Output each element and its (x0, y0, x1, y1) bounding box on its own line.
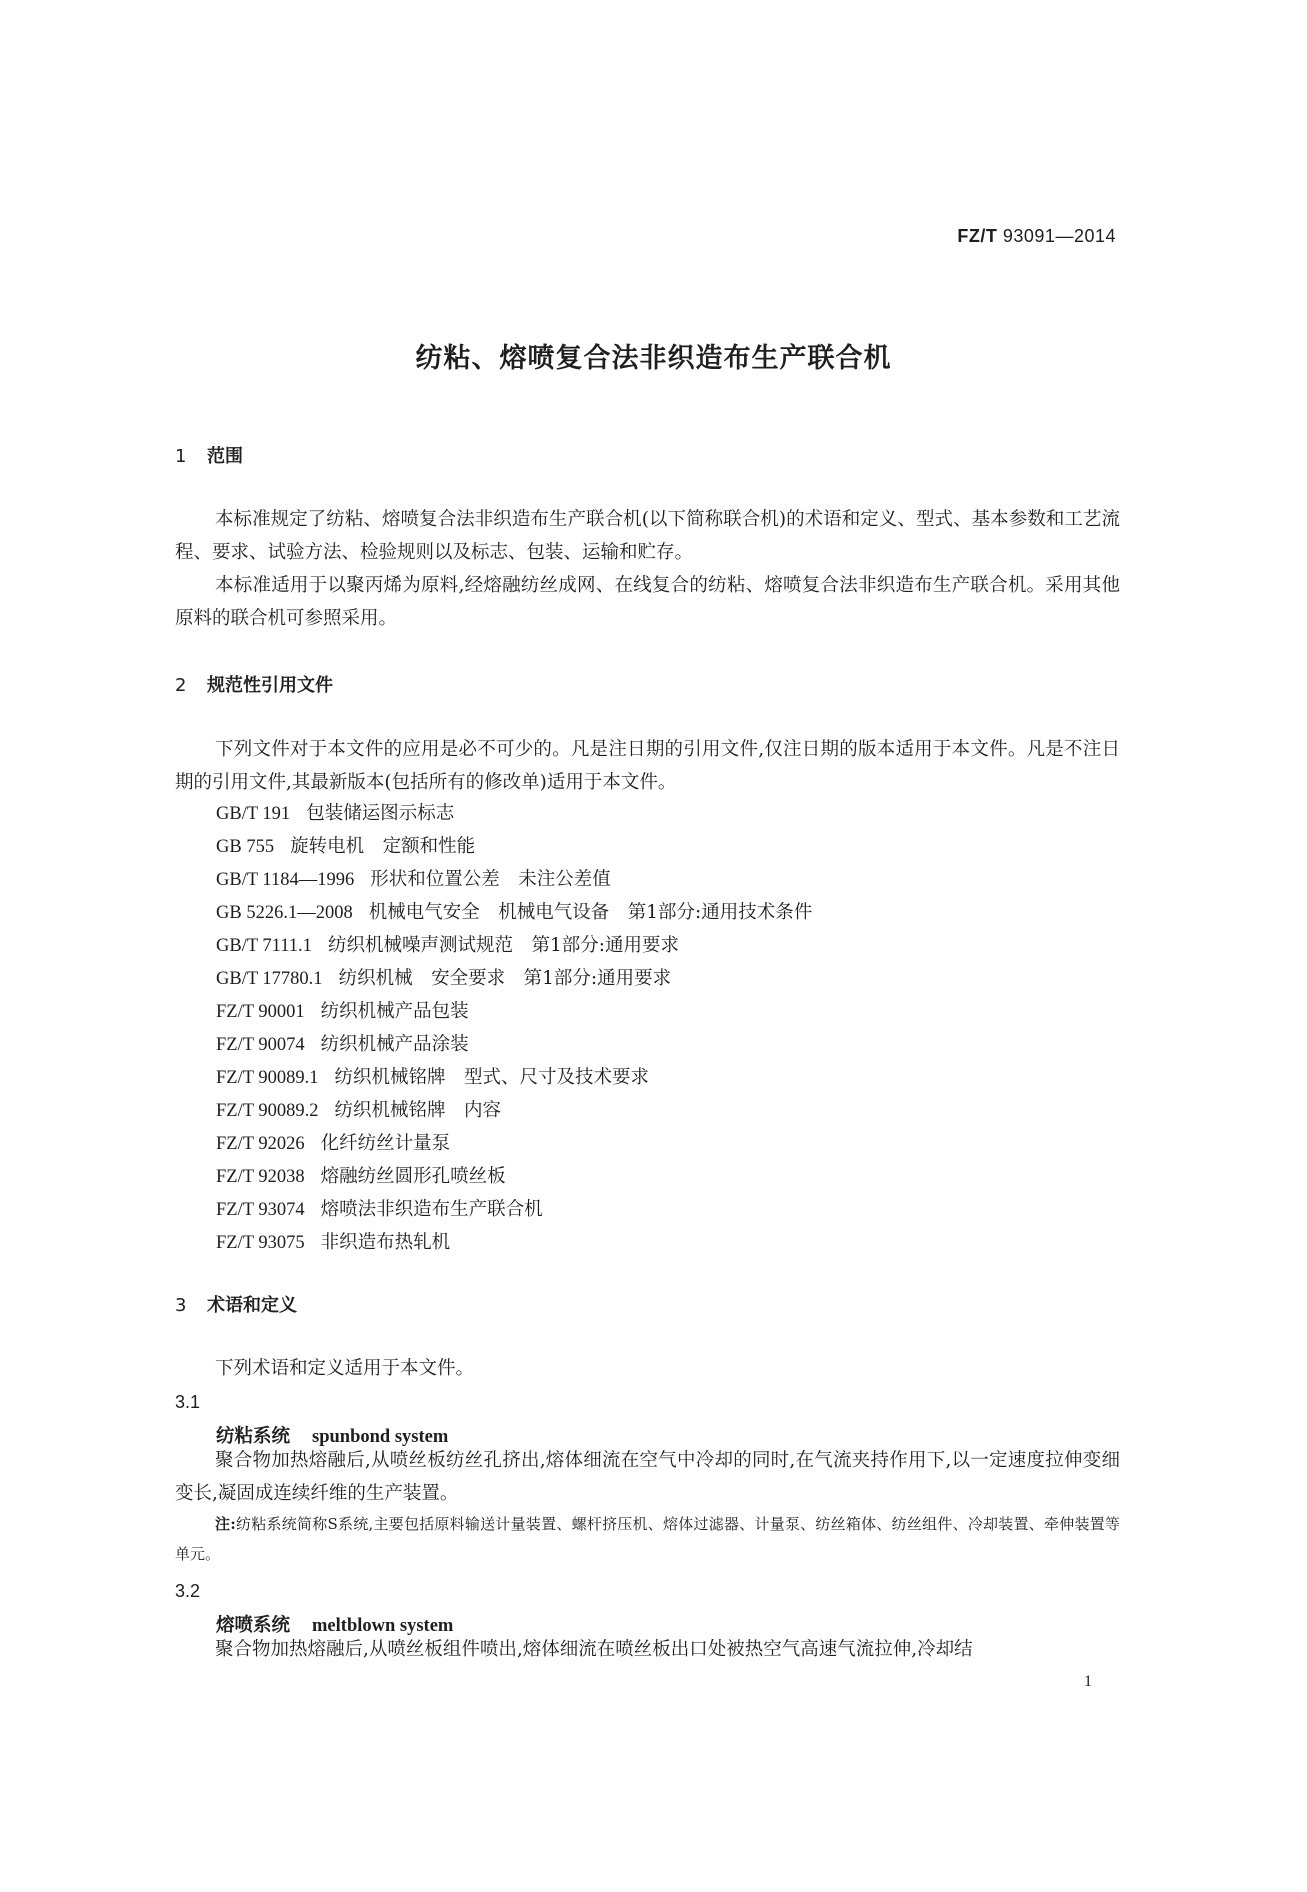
reference-item (216, 995, 812, 1028)
note-text: 纺粘系统简称S系统,主要包括原料输送计量装置、螺杆挤压机、熔体过滤器、计量泵、纺丝箱体、纺丝组件、冷却装置、牵伸装置等单元。 (175, 1515, 1120, 1563)
reference-list (216, 797, 812, 1259)
scope-paragraph-2: 本标准适用于以聚丙烯为原料,经熔融纺丝成网、在线复合的纺粘、熔喷复合法非织造布生产联合机。采用其他原料的联合机可参照采用。 (175, 575, 1120, 629)
term-definition: 聚合物加热熔融后,从喷丝板纺丝孔挤出,熔体细流在空气中冷却的同时,在气流夹持作用下,以一定速度拉伸变细变长,凝固成连续纤维的生产装置。 (175, 1450, 1120, 1504)
reference-item (216, 1028, 812, 1061)
term-english: spunbond system (312, 1427, 449, 1447)
reference-title: 纺织机械铭牌 内容 (334, 1100, 501, 1121)
document-title: 纺粘、熔喷复合法非织造布生产联合机 (415, 343, 892, 374)
standard-number: 93091—2014 (1002, 226, 1116, 246)
section-3-heading (175, 1291, 297, 1317)
reference-code: GB/T 17780.1 (216, 969, 323, 989)
section-2-heading (175, 671, 333, 697)
term-note (175, 1509, 1120, 1569)
section-1-heading (175, 442, 243, 468)
reference-title: 纺织机械噪声测试规范 第1部分:通用要求 (327, 935, 679, 956)
reference-title: 包装储运图示标志 (306, 803, 455, 824)
reference-item (216, 962, 812, 995)
term-number: 3.2 (175, 1581, 201, 1601)
reference-code: GB 755 (216, 837, 275, 857)
reference-code: GB/T 191 (216, 804, 291, 824)
reference-item (216, 929, 812, 962)
reference-code: FZ/T 90089.1 (216, 1068, 319, 1088)
reference-item (216, 797, 812, 830)
section-number: 3 (175, 1295, 187, 1316)
reference-item (216, 1061, 812, 1094)
reference-title: 化纤纺丝计量泵 (320, 1133, 451, 1154)
reference-item (216, 1193, 812, 1226)
section-number: 2 (175, 675, 187, 696)
reference-code: FZ/T 90001 (216, 1002, 305, 1022)
term-definition: 聚合物加热熔融后,从喷丝板组件喷出,熔体细流在喷丝板出口处被热空气高速气流拉伸,冷却结 (215, 1639, 973, 1660)
reference-code: FZ/T 90089.2 (216, 1101, 319, 1121)
reference-code: FZ/T 93075 (216, 1233, 305, 1253)
reference-title: 形状和位置公差 未注公差值 (370, 869, 611, 890)
reference-title: 机械电气安全 机械电气设备 第1部分:通用技术条件 (368, 902, 813, 923)
reference-title: 纺织机械 安全要求 第1部分:通用要求 (338, 968, 672, 989)
reference-code: FZ/T 92026 (216, 1134, 305, 1154)
term-chinese: 纺粘系统 (216, 1426, 291, 1447)
reference-title: 纺织机械铭牌 型式、尺寸及技术要求 (334, 1067, 649, 1088)
reference-title: 纺织机械产品涂装 (320, 1034, 469, 1055)
reference-code: GB/T 7111.1 (216, 936, 312, 956)
reference-code: FZ/T 92038 (216, 1167, 305, 1187)
reference-title: 旋转电机 定额和性能 (290, 836, 476, 857)
references-intro: 下列文件对于本文件的应用是必不可少的。凡是注日期的引用文件,仅注日期的版本适用于本文件。凡是不注日期的引用文件,其最新版本(包括所有的修改单)适用于本文件。 (175, 739, 1120, 793)
section-title: 范围 (207, 446, 243, 467)
reference-code: GB 5226.1—2008 (216, 903, 353, 923)
terms-intro: 下列术语和定义适用于本文件。 (215, 1358, 475, 1379)
term-english: meltblown system (312, 1616, 454, 1636)
reference-item (216, 1094, 812, 1127)
reference-title: 熔融纺丝圆形孔喷丝板 (320, 1166, 506, 1187)
reference-item (216, 1226, 812, 1259)
standard-prefix: FZ/T (957, 226, 998, 246)
standard-code (957, 226, 1116, 247)
section-title: 术语和定义 (207, 1295, 297, 1316)
term-chinese: 熔喷系统 (216, 1615, 291, 1636)
reference-code: FZ/T 90074 (216, 1035, 305, 1055)
term-number: 3.1 (175, 1392, 201, 1412)
scope-paragraph-1: 本标准规定了纺粘、熔喷复合法非织造布生产联合机(以下简称联合机)的术语和定义、型式、基本参数和工艺流程、要求、试验方法、检验规则以及标志、包装、运输和贮存。 (175, 509, 1120, 563)
reference-title: 熔喷法非织造布生产联合机 (320, 1199, 543, 1220)
section-title: 规范性引用文件 (207, 675, 333, 696)
note-label: 注: (215, 1515, 236, 1533)
reference-title: 非织造布热轧机 (320, 1232, 451, 1253)
reference-item (216, 830, 812, 863)
reference-code: FZ/T 93074 (216, 1200, 305, 1220)
reference-item (216, 1160, 812, 1193)
reference-title: 纺织机械产品包装 (320, 1001, 469, 1022)
section-number: 1 (175, 446, 187, 467)
reference-item (216, 896, 812, 929)
reference-item (216, 1127, 812, 1160)
reference-item (216, 863, 812, 896)
reference-code: GB/T 1184—1996 (216, 870, 355, 890)
page-number: 1 (1084, 1673, 1092, 1690)
